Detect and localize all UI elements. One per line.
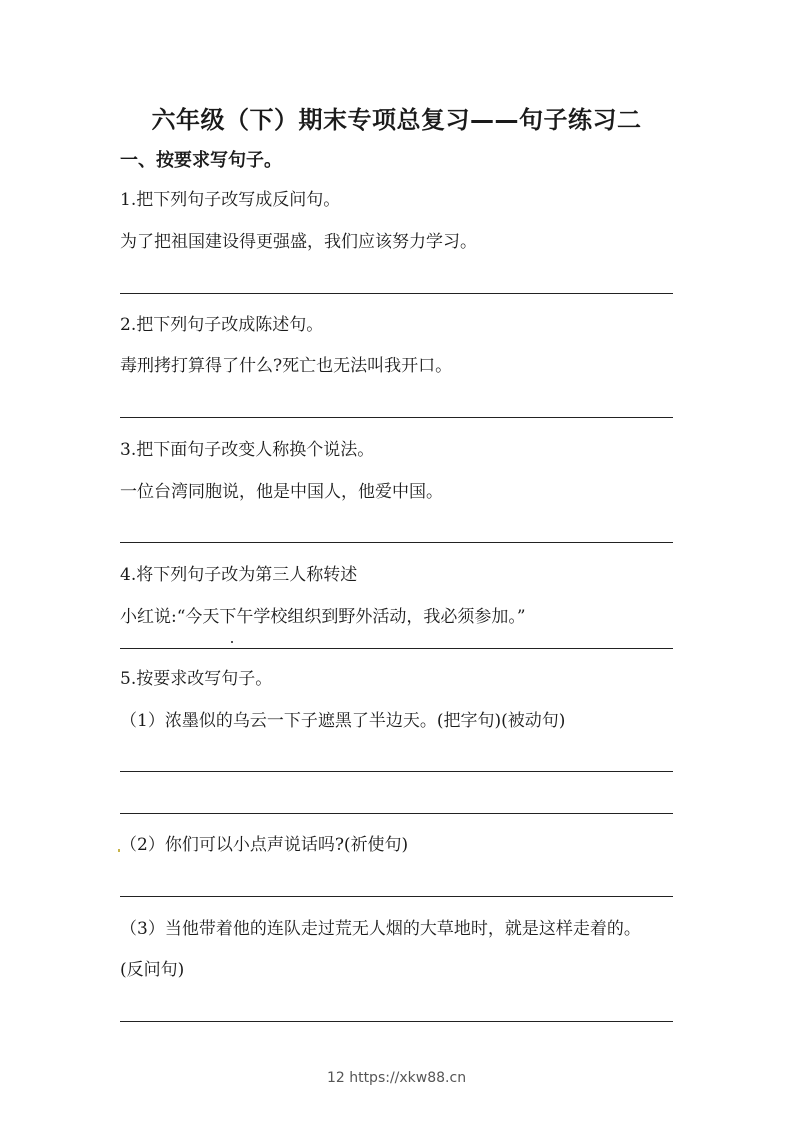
question-3-sentence: 一位台湾同胞说，他是中国人，他爱中国。 bbox=[120, 482, 443, 502]
question-5-prompt: 5.按要求改写句子。 bbox=[120, 669, 273, 689]
question-4-prompt: 4.将下列句子改为第三人称转述 bbox=[120, 565, 358, 585]
answer-line[interactable] bbox=[120, 1021, 673, 1022]
answer-line[interactable] bbox=[120, 896, 673, 897]
answer-line[interactable] bbox=[120, 648, 673, 649]
answer-line[interactable] bbox=[120, 293, 673, 294]
answer-line[interactable] bbox=[120, 771, 673, 772]
answer-line[interactable] bbox=[120, 542, 673, 543]
page-title: 六年级（下）期末专项总复习——句子练习二 bbox=[151, 106, 642, 134]
question-1-sentence: 为了把祖国建设得更强盛，我们应该努力学习。 bbox=[120, 232, 477, 252]
page-footer: 12 https://xkw88.cn bbox=[326, 1070, 467, 1086]
question-5-sub-3: （3）当他带着他的连队走过荒无人烟的大草地时，就是这样走着的。 bbox=[120, 919, 641, 939]
question-4-sentence: 小红说:“今天下午学校组织到野外活动，我必须参加。” bbox=[120, 607, 526, 627]
question-3-prompt: 3.把下面句子改变人称换个说法。 bbox=[120, 440, 375, 460]
question-5-sub-1: （1）浓墨似的乌云一下子遮黑了半边天。(把字句)(被动句) bbox=[120, 711, 566, 731]
section-heading: 一、按要求写句子。 bbox=[120, 150, 282, 171]
question-1-prompt: 1.把下列句子改写成反问句。 bbox=[120, 190, 341, 210]
question-5-sub-2: （2）你们可以小点声说话吗?(祈使句) bbox=[120, 835, 409, 855]
stray-mark bbox=[231, 641, 233, 643]
question-5-sub-3-continued: (反问句) bbox=[120, 960, 185, 980]
question-2-sentence: 毒刑拷打算得了什么?死亡也无法叫我开口。 bbox=[120, 356, 453, 376]
answer-line[interactable] bbox=[120, 813, 673, 814]
question-2-prompt: 2.把下列句子改成陈述句。 bbox=[120, 315, 324, 335]
answer-line[interactable] bbox=[120, 417, 673, 418]
